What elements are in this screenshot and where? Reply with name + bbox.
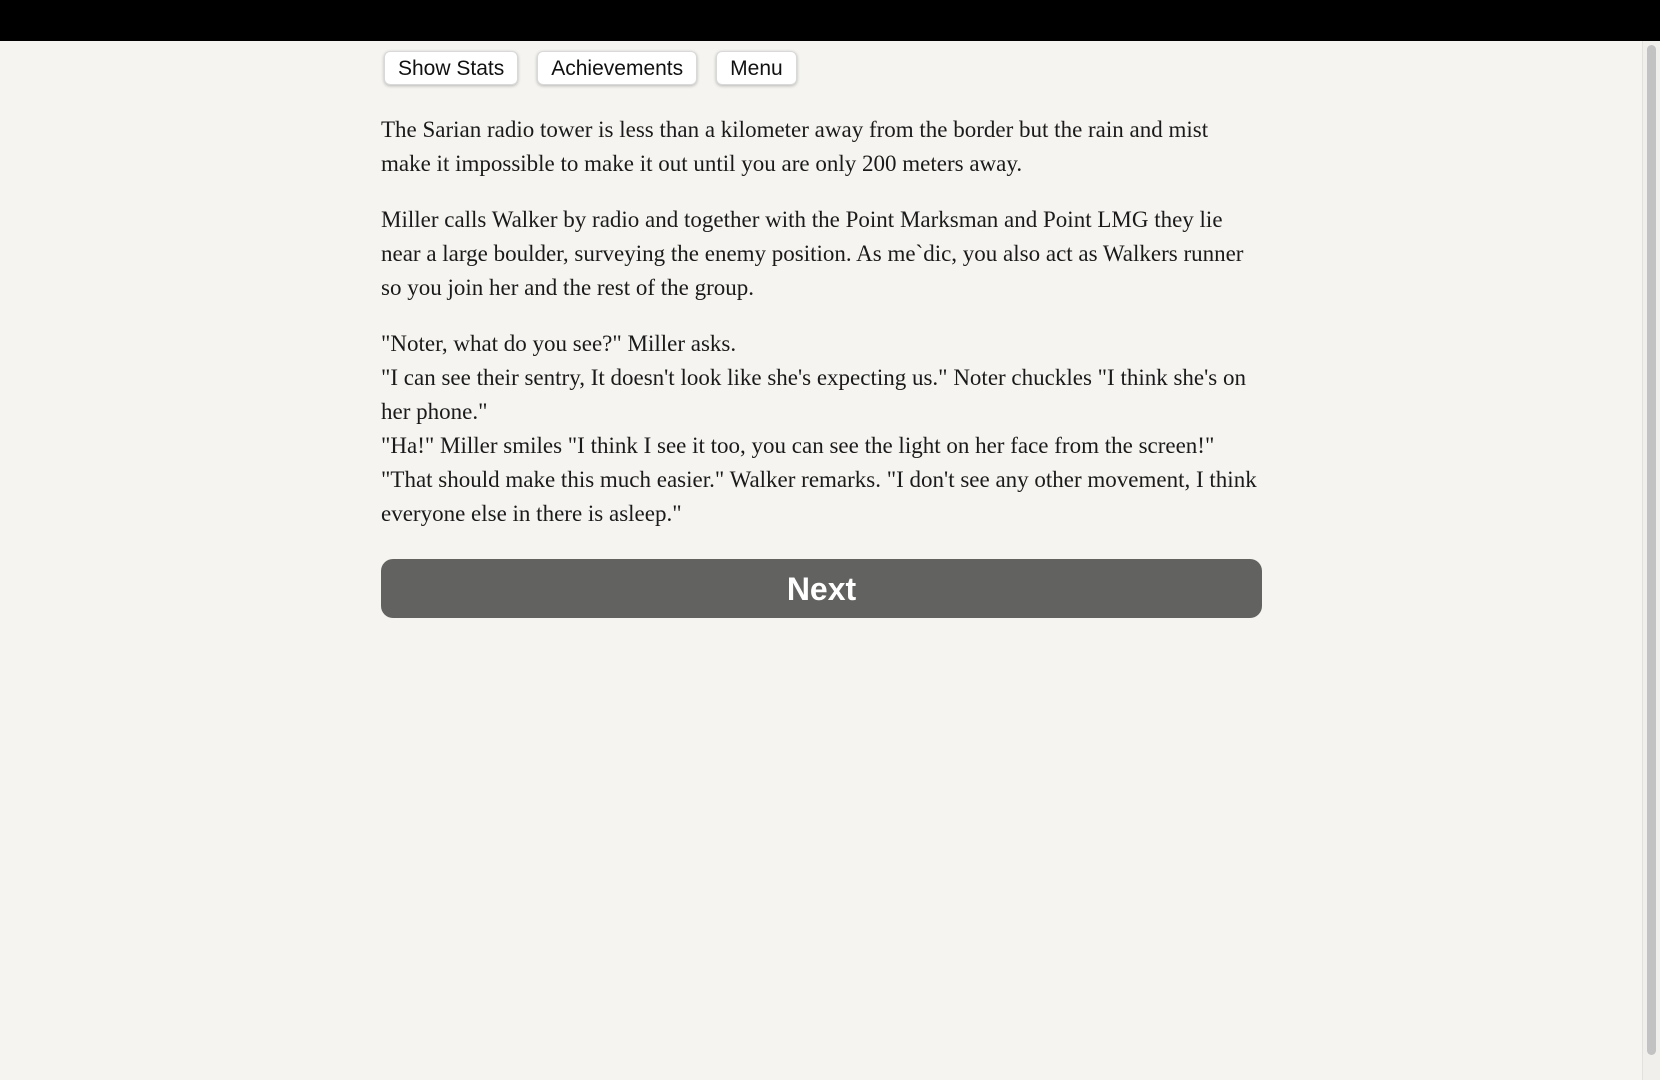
story-text	[381, 113, 1262, 531]
scrollbar-thumb[interactable]	[1647, 45, 1656, 1055]
menu-button[interactable]: Menu	[716, 51, 797, 85]
dialogue-line: "That should make this much easier." Walker remarks. "I don't see any other movement, I think everyone else in there is asleep."	[381, 467, 1257, 526]
dialogue-line: "Ha!" Miller smiles "I think I see it too, you can see the light on her face from the screen!"	[381, 433, 1215, 458]
scrollbar[interactable]	[1642, 41, 1660, 1080]
dialogue-block	[381, 327, 1262, 531]
next-button[interactable]: Next	[381, 559, 1262, 618]
game-content	[381, 51, 1262, 618]
dialogue-line: "I can see their sentry, It doesn't look like she's expecting us." Noter chuckles "I think she's on her phone."	[381, 365, 1246, 424]
show-stats-button[interactable]: Show Stats	[384, 51, 518, 85]
window-top-bar	[0, 0, 1660, 41]
story-paragraph-2: Miller calls Walker by radio and together with the Point Marksman and Point LMG they lie near a large boulder, surveying the enemy position. As me`dic, you also act as Walkers runner so you join her and the rest of the group.	[381, 207, 1244, 300]
dialogue-line: "Noter, what do you see?" Miller asks.	[381, 331, 737, 356]
achievements-button[interactable]: Achievements	[537, 51, 697, 85]
story-paragraph-1: The Sarian radio tower is less than a kilometer away from the border but the rain and mist make it impossible to make it out until you are only 200 meters away.	[381, 117, 1209, 176]
toolbar	[384, 51, 1262, 85]
